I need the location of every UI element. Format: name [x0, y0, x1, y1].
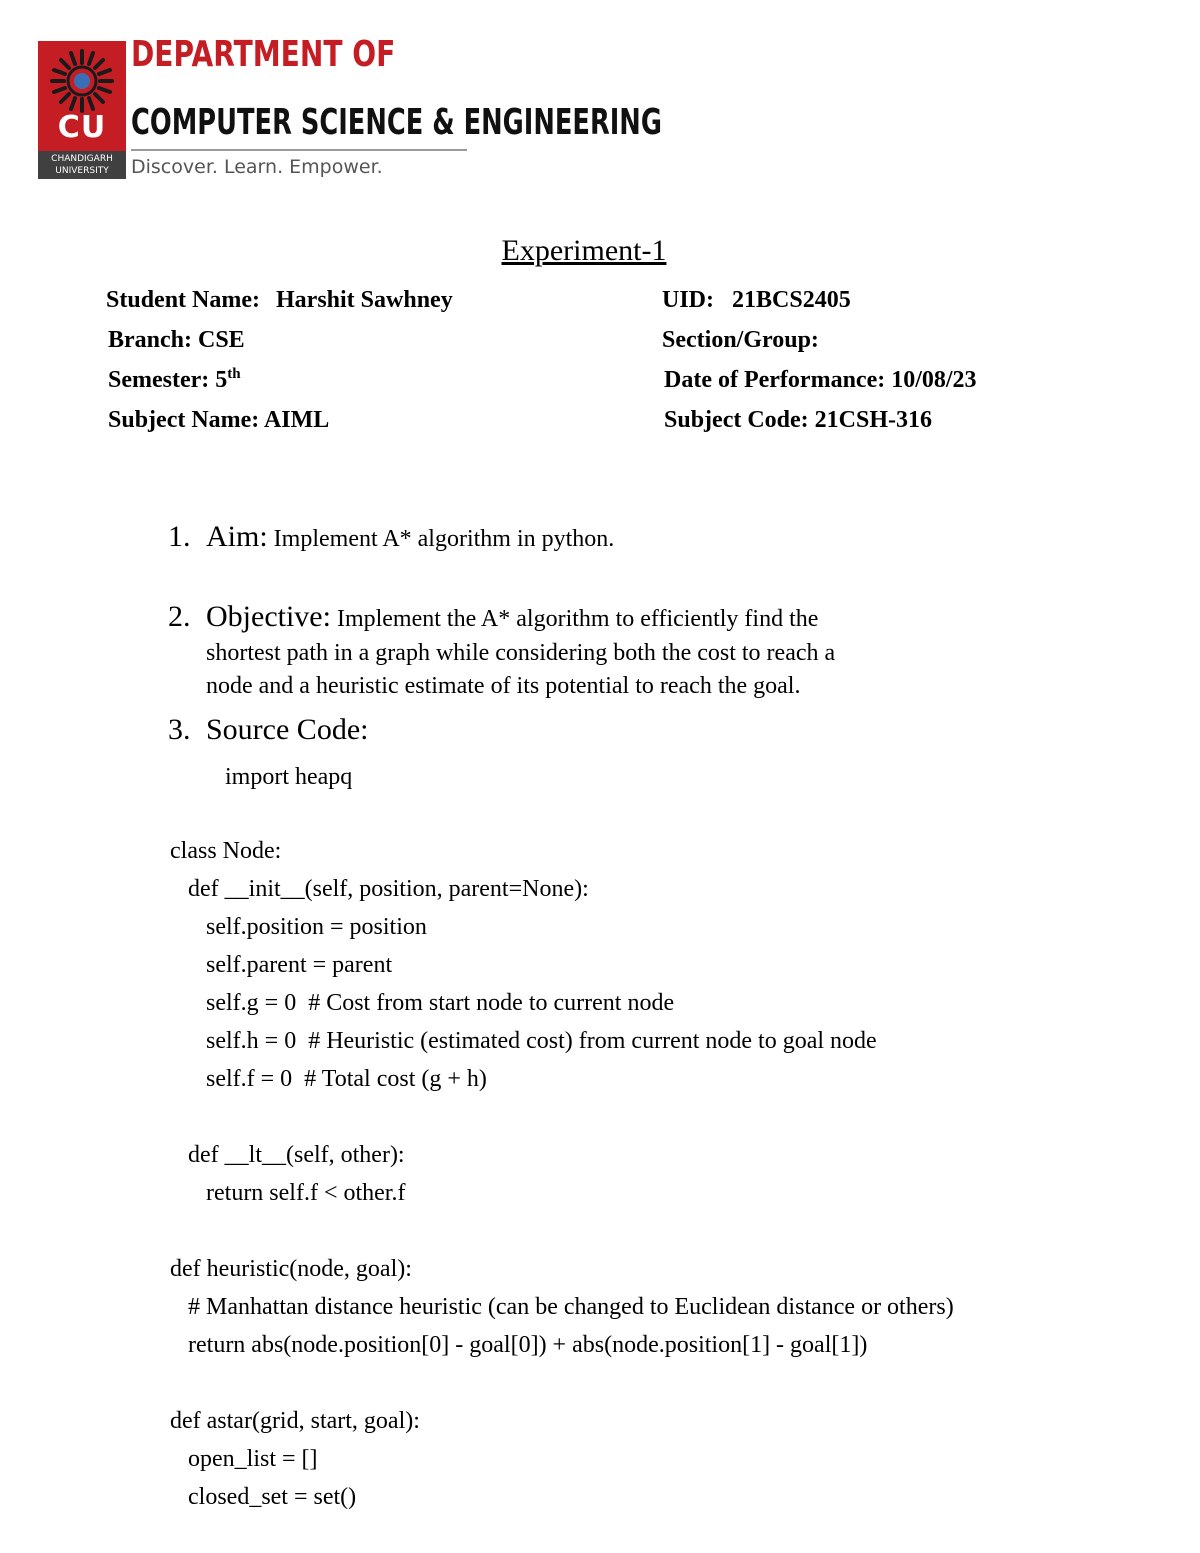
code-line: open_list = [] [170, 1446, 318, 1472]
aim-section [168, 520, 614, 556]
uid [662, 285, 851, 315]
uid-value: 21BCS2405 [732, 287, 851, 313]
experiment-title: Experiment-1 [501, 234, 667, 267]
objective-line: Implement the A* algorithm to efficiently find the [336, 606, 819, 632]
code-line: closed_set = set() [170, 1484, 357, 1510]
aim-text: Implement A* algorithm in python. [273, 526, 615, 552]
objective-line: shortest path in a graph while considering both the cost to reach a [206, 640, 836, 666]
student-name [106, 285, 453, 315]
code-line: self.parent = parent [170, 952, 393, 978]
tagline: Discover. Learn. Empower. [131, 156, 383, 178]
source-heading: Source Code: [206, 713, 369, 746]
code-line: self.position = position [170, 914, 427, 940]
date-of-performance: Date of Performance: 10/08/23 [664, 367, 977, 393]
code-line [170, 1368, 954, 1406]
code-line: self.g = 0 # Cost from start node to current node [170, 990, 675, 1016]
subject-code: Subject Code: 21CSH-316 [664, 407, 932, 433]
logo-university-line1: CHANDIGARH [51, 154, 113, 164]
department-heading: DEPARTMENT OF [131, 34, 396, 75]
objective-heading: Objective: [206, 600, 331, 633]
code-line: self.f = 0 # Total cost (g + h) [170, 1066, 487, 1092]
code-line: def __init__(self, position, parent=None): [170, 876, 589, 902]
code-line: def heuristic(node, goal): [170, 1256, 412, 1282]
aim-number: 1. [168, 520, 191, 553]
code-line: def astar(grid, start, goal): [170, 1408, 420, 1434]
source-number: 3. [168, 713, 191, 746]
source-code-section [168, 713, 368, 749]
logo-text: CU [57, 110, 107, 145]
objective-number: 2. [168, 600, 191, 633]
aim-heading: Aim: [206, 520, 268, 553]
semester-label: Semester: 5 [108, 367, 228, 393]
logo-university [38, 151, 126, 179]
student-name-value: Harshit Sawhney [276, 287, 453, 313]
ashoka-wheel-icon [48, 47, 116, 115]
objective-section [168, 600, 818, 636]
code-line: self.h = 0 # Heuristic (estimated cost) from current node to goal node [170, 1028, 877, 1054]
code-block [170, 836, 954, 1520]
student-name-label: Student Name: [106, 287, 260, 313]
code-line [170, 1216, 954, 1254]
code-line: return abs(node.position[0] - goal[0]) + abs(node.position[1] - goal[1]) [170, 1332, 868, 1358]
department-name: COMPUTER SCIENCE & ENGINEERING [131, 102, 662, 143]
code-import: import heapq [225, 764, 353, 790]
code-line: class Node: [170, 838, 282, 864]
logo-university-line2: UNIVERSITY [55, 166, 109, 176]
code-line [170, 1102, 954, 1140]
uid-label: UID: [662, 287, 714, 313]
code-line: def __lt__(self, other): [170, 1142, 405, 1168]
subject-name: Subject Name: AIML [108, 407, 330, 433]
header-divider [131, 149, 467, 151]
code-line: return self.f < other.f [170, 1180, 406, 1206]
branch: Branch: CSE [108, 327, 245, 353]
semester-suffix: th [227, 366, 241, 382]
section-group: Section/Group: [662, 327, 819, 353]
code-line: # Manhattan distance heuristic (can be changed to Euclidean distance or others) [170, 1294, 954, 1320]
semester [108, 365, 241, 395]
objective-line: node and a heuristic estimate of its potential to reach the goal. [206, 673, 801, 699]
